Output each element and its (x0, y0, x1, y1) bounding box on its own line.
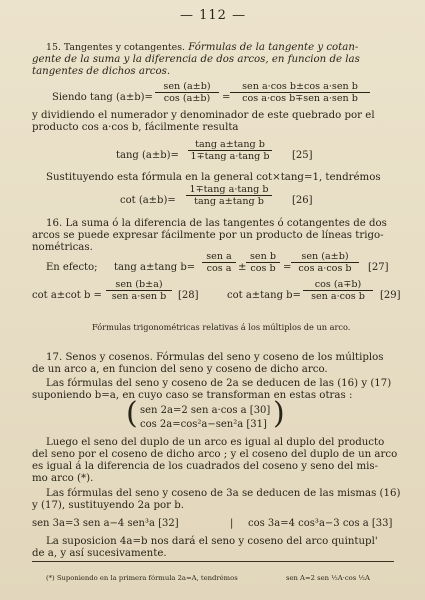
eq27-frac3-num: sen (a±b) (291, 251, 359, 263)
eq27-pm: ± (238, 262, 247, 273)
s15-heading-title: 15. Tangentes y cotangentes. (46, 42, 185, 53)
eq27-frac1 (202, 251, 236, 274)
eq27-frac3-den: cos a·cos b (298, 263, 352, 274)
s17-triple2: y (17), sustituyendo 2a por b. (32, 500, 184, 511)
s17-supo1: La suposicion 4a=b nos dará el seno y coseno del arco quintupl' (46, 536, 378, 547)
left-brace: ( (126, 396, 138, 431)
footnote-formula: sen A=2 sen ½A·cos ½A (286, 574, 370, 582)
eq29-tag: [29] (380, 290, 401, 301)
eq27-frac3 (291, 251, 359, 274)
s15-siendo: Siendo tang (a±b)= (52, 92, 153, 103)
s16-line3: nométricas. (32, 242, 93, 253)
s15-dividing1: y dividiendo el numerador y denominador de este quebrado por el (32, 110, 375, 121)
eq26-frac (186, 184, 272, 207)
eq27-left: tang a±tang b= (114, 262, 196, 273)
eq26-left: cot (a±b)= (120, 195, 176, 206)
s16-line2: arcos se puede expresar fácilmente por un producto de líneas trigo- (32, 230, 384, 241)
eq27-eq: = (283, 262, 292, 273)
eq27-frac2 (246, 251, 280, 274)
s17-line4: suponiendo b=a, en cuyo caso se transforman en estas otras : (32, 390, 353, 401)
s17-line2: de un arco a, en funcion del seno y coseno de dicho arco. (32, 364, 328, 375)
s16-line1: 16. La suma ó la diferencia de las tangentes ó cotangentes de dos (46, 218, 387, 229)
footnote-text: (*) Suponiendo en la primera fórmula 2a=A, tendrémos (46, 574, 238, 582)
multiples-subheading: Fórmulas trigonométricas relativas á los múltiplos de un arco. (92, 322, 351, 332)
eq26-den: tang a±tang b (194, 196, 264, 207)
s17-luego2: del seno por el coseno de dicho arco ; y el coseno del duplo de un arco (32, 449, 398, 460)
eq33: cos 3a=4 cos³a−3 cos a [33] (248, 518, 393, 529)
eq27-frac1-den: cos a (206, 263, 232, 274)
s17-luego4: mo arco (*). (32, 473, 94, 484)
eq27-frac1-num: sen a (202, 251, 236, 263)
s16-efecto: En efecto; (46, 262, 98, 273)
eq28-tag: [28] (178, 290, 199, 301)
eq29-den: sen a·cos b (311, 291, 365, 302)
eq26-tag: [26] (292, 195, 313, 206)
eq25-num: tang a±tang b (188, 139, 272, 151)
footnote-rule (32, 561, 394, 562)
eq31: cos 2a=cos²a−sen²a [31] (140, 419, 267, 430)
eq29-frac (303, 279, 373, 302)
eq27-tag: [27] (368, 262, 389, 273)
s15-frac1-den: cos (a±b) (163, 93, 211, 104)
s15-heading-rest: Fórmulas de la tangente y cotan- (188, 42, 359, 53)
eq30: sen 2a=2 sen a·cos a [30] (140, 405, 271, 416)
s15-frac2-den: cos a·cos b∓sen a·sen b (242, 93, 358, 104)
s15-dividing2: producto cos a·cos b, fácilmente resulta (32, 122, 239, 133)
s15-line3: tangentes de dichos arcos. (32, 66, 171, 77)
eq28-num: sen (b±a) (106, 279, 172, 291)
page-number: — 112 — (180, 8, 247, 23)
eq25-den: 1∓tang a·tang b (190, 151, 270, 162)
s17-triple1: Las fórmulas del seno y coseno de 3a se deducen de las mismas (16) (46, 488, 401, 499)
s17-supo2: de a, y así sucesivamente. (32, 548, 167, 559)
eq28-frac (106, 279, 172, 302)
s17-luego3: es igual á la diferencia de los cuadrados del coseno y seno del mis- (32, 461, 379, 472)
s17-line1: 17. Senos y cosenos. Fórmulas del seno y coseno de los múltiplos (46, 352, 384, 363)
eq27-frac2-num: sen b (246, 251, 280, 263)
s15-eq-sign: = (222, 92, 231, 103)
s15-line2: gente de la suma y la diferencia de dos arcos, en funcion de las (32, 54, 360, 65)
eq-separator: | (230, 518, 234, 529)
s15-heading (46, 42, 358, 54)
s15-frac1 (155, 81, 219, 104)
eq32: sen 3a=3 sen a−4 sen³a [32] (32, 518, 179, 529)
eq28-left: cot a±cot b = (32, 290, 102, 301)
eq28-den: sen a·sen b (111, 291, 167, 302)
eq25-frac (188, 139, 272, 162)
s17-line3: Las fórmulas del seno y coseno de 2a se deducen de las (16) y (17) (46, 378, 392, 389)
eq25-left: tang (a±b)= (116, 150, 179, 161)
eq29-left: cot a±tang b= (227, 290, 301, 301)
eq26-num: 1∓tang a·tang b (186, 184, 272, 196)
s15-subst: Sustituyendo esta fórmula en la general cot×tang=1, tendrémos (46, 172, 381, 183)
eq25-tag: [25] (292, 150, 313, 161)
s15-frac1-num: sen (a±b) (155, 81, 219, 93)
eq29-num: cos (a∓b) (303, 279, 373, 291)
s17-luego1: Luego el seno del duplo de un arco es igual al duplo del producto (46, 437, 385, 448)
s15-frac2 (230, 81, 370, 104)
eq27-frac2-den: cos b (250, 263, 276, 274)
s15-frac2-num: sen a·cos b±cos a·sen b (230, 81, 370, 93)
right-brace: ) (273, 396, 285, 431)
